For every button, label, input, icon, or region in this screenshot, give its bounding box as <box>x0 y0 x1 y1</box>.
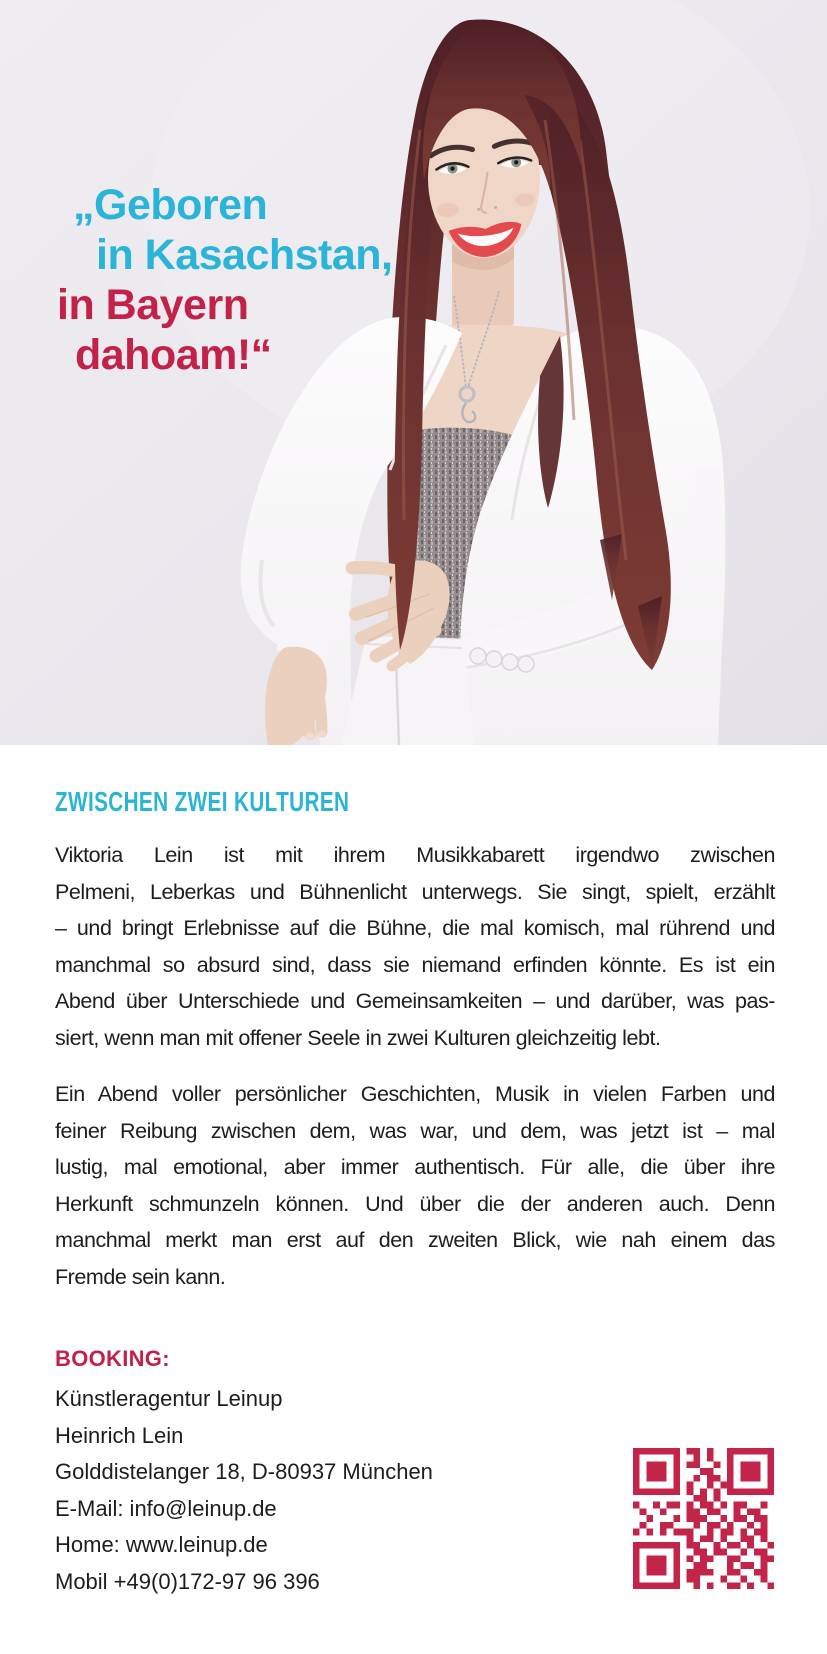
paragraph <box>55 837 775 1056</box>
paragraph-line: manchmal so absurd sind, dass sie niemand erfinden könnte. Es ist ein <box>55 952 775 977</box>
booking-label: BOOKING: <box>55 1346 170 1371</box>
booking-line: E-Mail: info@leinup.de <box>55 1495 277 1521</box>
qr-code <box>633 1448 774 1589</box>
paragraph-line: lustig, mal emotional, aber immer authentisch. Für alle, die über ihre <box>55 1155 775 1179</box>
paragraph-line: siert, wenn man mit offener Seele in zwei Kulturen gleichzeitig lebt. <box>55 1025 661 1050</box>
booking-contact <box>55 1381 433 1600</box>
booking-line: Golddistelanger 18, D-80937 München <box>55 1459 433 1484</box>
booking-line: Home: www.leinup.de <box>55 1532 268 1557</box>
quote-line: in Bayern <box>57 281 249 329</box>
booking-line: Künstleragentur Leinup <box>55 1386 283 1411</box>
paragraph <box>55 1076 775 1295</box>
article-paragraphs <box>55 837 775 1295</box>
booking-line: Mobil +49(0)172-97 96 396 <box>55 1568 320 1594</box>
booking-line: Heinrich Lein <box>55 1422 184 1448</box>
paragraph-line: Herkunft schmunzeln können. Und über die der anderen auch. Denn <box>55 1191 775 1216</box>
paragraph-line: Abend über Unterschiede und Gemeinsamkeiten – und darüber, was pas- <box>55 989 775 1013</box>
paragraph-line: Viktoria Lein ist mit ihrem Musikkabarett irgendwo zwischen <box>55 843 775 867</box>
paragraph-line: manchmal merkt man erst auf den zweiten Blick, wie nah einem das <box>55 1228 775 1252</box>
hero-photo-section <box>0 0 827 745</box>
paragraph-line: Fremde sein kann. <box>55 1264 226 1289</box>
article-heading: ZWISCHEN ZWEI KULTUREN <box>55 786 350 817</box>
paragraph-line: Pelmeni, Leberkas und Bühnenlicht unterwegs. Sie singt, spielt, erzählt <box>55 879 775 904</box>
quote-line: „Geboren <box>73 181 268 229</box>
paragraph-line: feiner Reibung zwischen dem, was war, und dem, was jetzt ist – mal <box>55 1118 775 1143</box>
paragraph-line: Ein Abend voller persönlicher Geschichten, Musik in vielen Farben und <box>55 1082 775 1106</box>
quote-line: in Kasachstan, <box>96 231 393 279</box>
paragraph-line: – und bringt Erlebnisse auf die Bühne, die mal komisch, mal rührend und <box>55 916 775 940</box>
quote <box>55 180 393 380</box>
quote-line: dahoam!“ <box>75 331 272 379</box>
